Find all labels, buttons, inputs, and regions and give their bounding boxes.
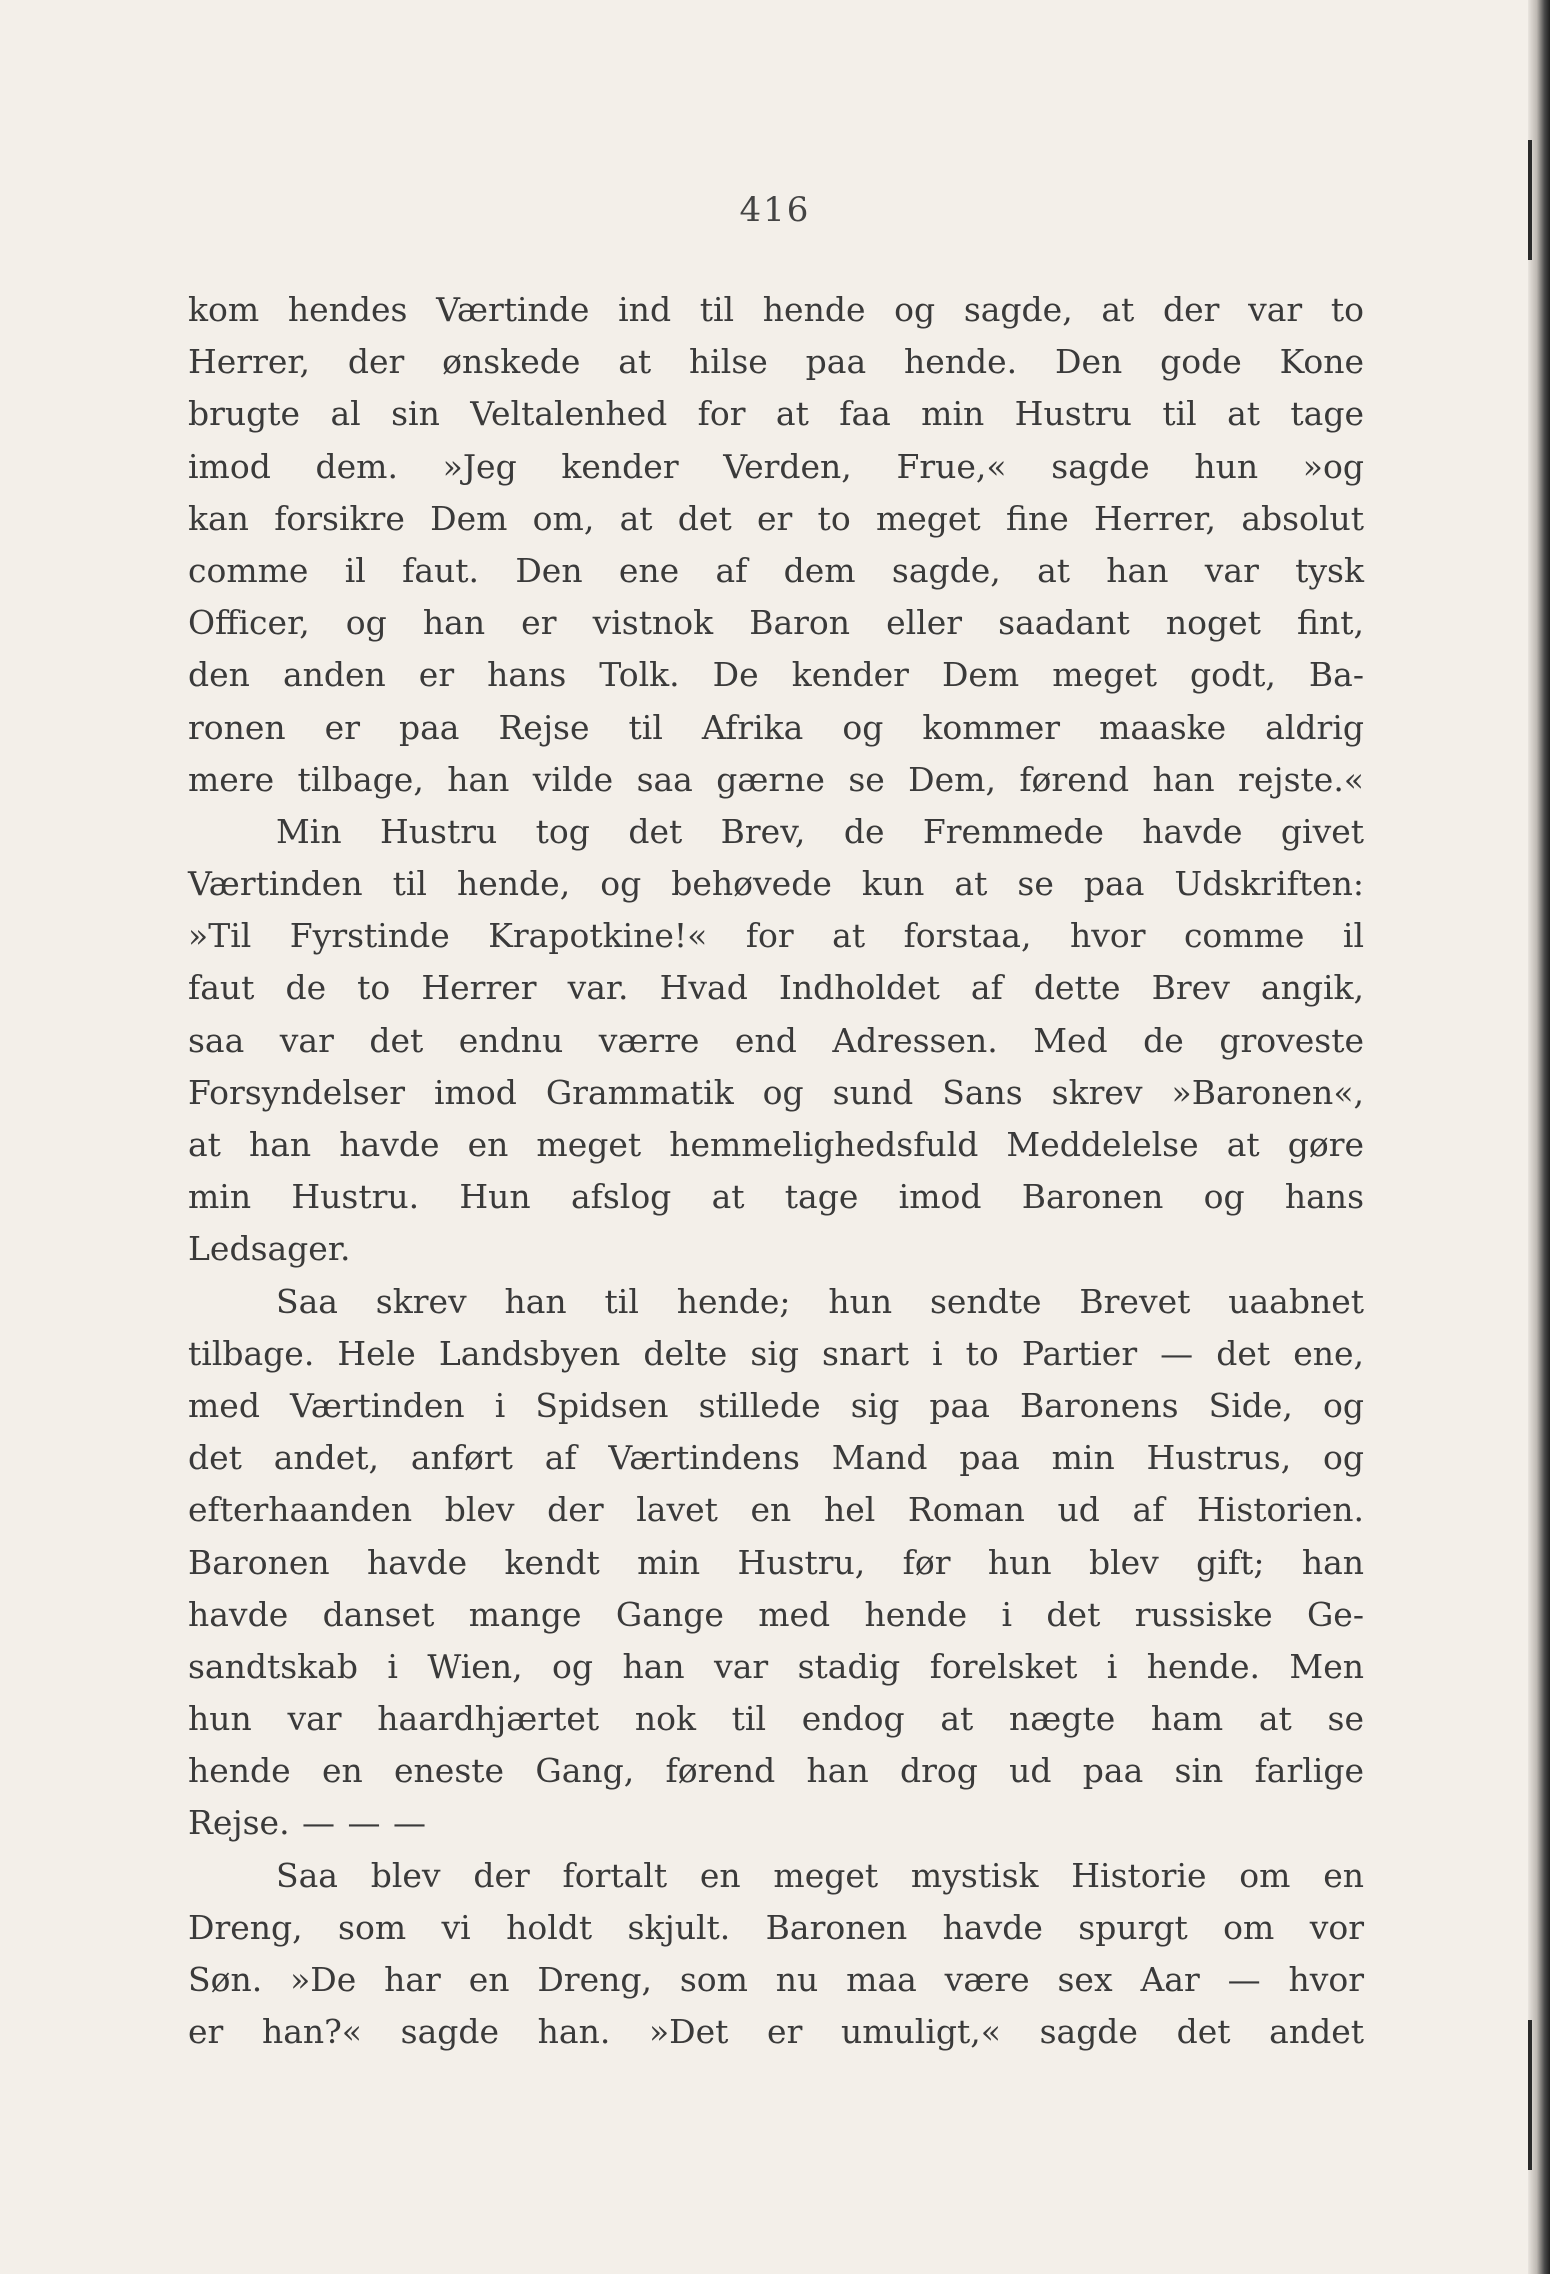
text-line: med Værtinden i Spidsen stillede sig paa Baronens Side, og — [188, 1385, 1364, 1425]
text-line: hende en eneste Gang, førend han drog ud paa sin farlige — [188, 1751, 1364, 1791]
text-line: havde danset mange Gange med hende i det russiske Ge- — [188, 1594, 1364, 1634]
text-line: er han?« sagde han. »Det er umuligt,« sagde det andet — [188, 2012, 1364, 2052]
page-edge-mark — [1528, 2020, 1532, 2170]
text-line: hun var haardhjærtet nok til endog at nægte ham at se — [188, 1699, 1364, 1739]
text-line: Saa blev der fortalt en meget mystisk Historie om en — [276, 1855, 1364, 1895]
text-line: Forsyndelser imod Grammatik og sund Sans skrev »Baronen«, — [188, 1072, 1364, 1112]
text-line: kom hendes Værtinde ind til hende og sagde, at der var to — [188, 290, 1364, 329]
text-line: at han havde en meget hemmelighedsfuld Meddelelse at gøre — [188, 1125, 1364, 1164]
text-line: »Til Fyrstinde Krapotkine!« for at forstaa, hvor comme il — [188, 916, 1364, 956]
text-line: Værtinden til hende, og behøvede kun at se paa Udskriften: — [188, 864, 1364, 904]
text-line: Søn. »De har en Dreng, som nu maa være sex Aar — hvor — [188, 1960, 1364, 1999]
text-line: brugte al sin Veltalenhed for at faa min Hustru til at tage — [188, 394, 1364, 434]
text-line: Dreng, som vi holdt skjult. Baronen havde spurgt om vor — [188, 1907, 1364, 1947]
page-number: 416 — [739, 190, 811, 230]
text-line: Saa skrev han til hende; hun sendte Brevet uaabnet — [276, 1281, 1364, 1321]
text-line: Herrer, der ønskede at hilse paa hende. Den gode Kone — [188, 342, 1364, 382]
text-line: saa var det endnu værre end Adressen. Med de groveste — [188, 1020, 1364, 1060]
text-line: Min Hustru tog det Brev, de Fremmede havde givet — [276, 811, 1364, 851]
page-edge — [1528, 0, 1550, 2274]
text-line: efterhaanden blev der lavet en hel Roman ud af Historien. — [188, 1490, 1364, 1530]
text-line: mere tilbage, han vilde saa gærne se Dem, førend han rejste.« — [188, 759, 1364, 799]
text-line: sandtskab i Wien, og han var stadig forelsket i hende. Men — [188, 1646, 1364, 1686]
text-line: faut de to Herrer var. Hvad Indholdet af dette Brev angik, — [188, 968, 1364, 1008]
text-line: Rejse. — — — — [188, 1803, 427, 1843]
body-text — [188, 284, 1364, 2058]
text-line: imod dem. »Jeg kender Verden, Frue,« sagde hun »og — [188, 446, 1364, 486]
text-line: kan forsikre Dem om, at det er to meget fine Herrer, absolut — [188, 498, 1364, 538]
text-line: Baronen havde kendt min Hustru, før hun blev gift; han — [188, 1542, 1364, 1582]
text-line: Officer, og han er vistnok Baron eller saadant noget fint, — [188, 603, 1364, 643]
text-line: den anden er hans Tolk. De kender Dem meget godt, Ba- — [188, 655, 1364, 695]
text-line: tilbage. Hele Landsbyen delte sig snart i to Partier — det ene, — [188, 1333, 1364, 1373]
text-line: ronen er paa Rejse til Afrika og kommer maaske aldrig — [188, 707, 1364, 747]
text-line: Ledsager. — [188, 1229, 351, 1269]
text-line: min Hustru. Hun afslog at tage imod Baronen og hans — [188, 1177, 1364, 1217]
text-line: det andet, anført af Værtindens Mand paa min Hustrus, og — [188, 1438, 1364, 1478]
text-line: comme il faut. Den ene af dem sagde, at han var tysk — [188, 550, 1364, 590]
